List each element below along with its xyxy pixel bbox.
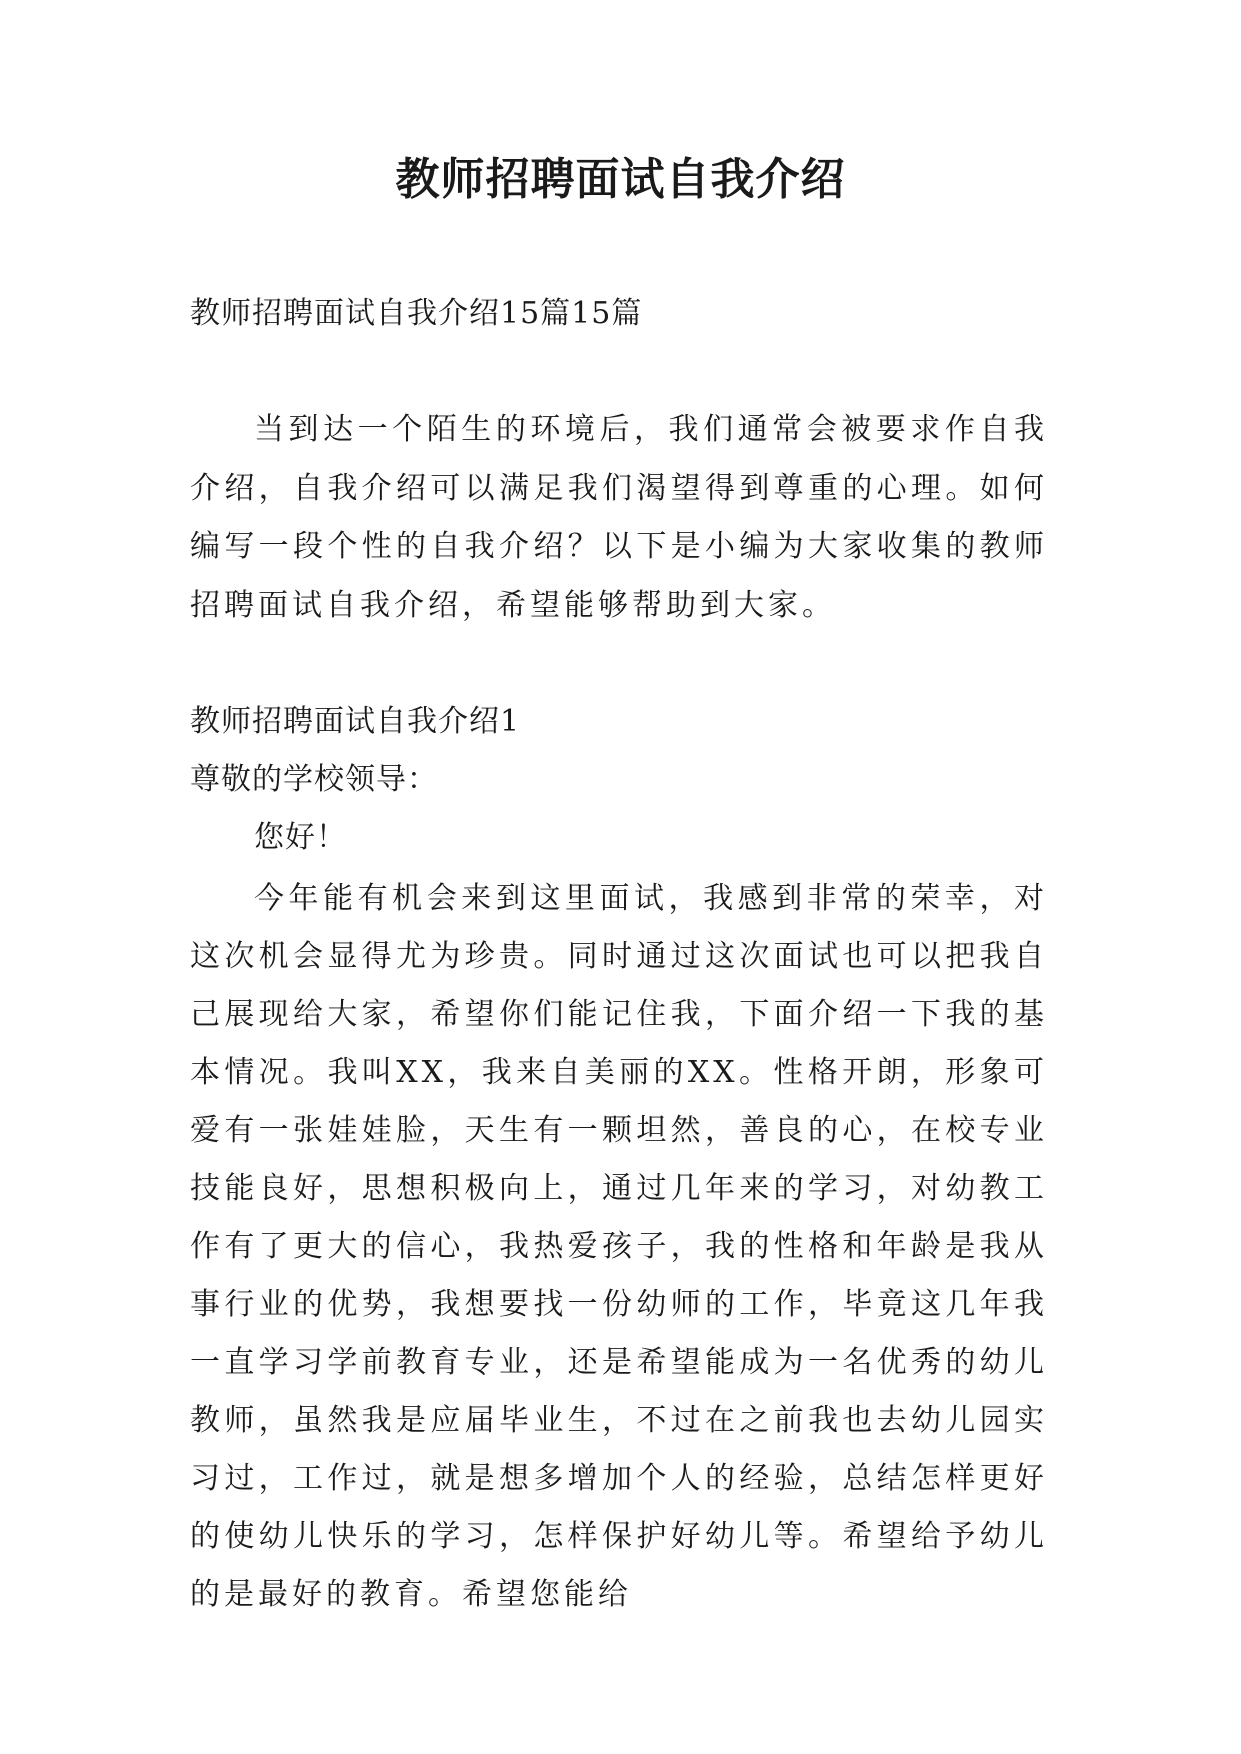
body-paragraph: 今年能有机会来到这里面试，我感到非常的荣幸，对这次机会显得尤为珍贵。同时通过这次面试也可以把我自己展现给大家，希望你们能记住我，下面介绍一下我的基本情况。我叫XX，我来自美丽的XX。性格开朗，形象可爱有一张娃娃脸，天生有一颗坦然，善良的心，在校专业技能良好，思想积极向上，通过几年来的学习，对幼教工作有了更大的信心，我热爱孩子，我的性格和年龄是我从事行业的优势，我想要找一份幼师的工作，毕竟这几年我一直学习学前教育专业，还是希望能成为一名优秀的幼儿教师，虽然我是应届毕业生，不过在之前我也去幼儿园实习过，工作过，就是想多增加个人的经验，总结怎样更好的使幼儿快乐的学习，怎样保护好幼儿等。希望给予幼儿的是最好的教育。希望您能给 [190,881,1048,1612]
section-heading: 教师招聘面试自我介绍1 [190,704,521,739]
document-subtitle: 教师招聘面试自我介绍15篇15篇 [190,296,643,331]
salutation: 尊敬的学校领导： [190,762,438,797]
intro-paragraph: 当到达一个陌生的环境后，我们通常会被要求作自我介绍，自我介绍可以满足我们渴望得到尊重的心理。如何编写一段个性的自我介绍？以下是小编为大家收集的教师招聘面试自我介绍，希望能够帮助到大家。 [190,412,1048,623]
greeting: 您好！ [254,820,347,855]
document-title: 教师招聘面试自我介绍 [395,154,846,205]
